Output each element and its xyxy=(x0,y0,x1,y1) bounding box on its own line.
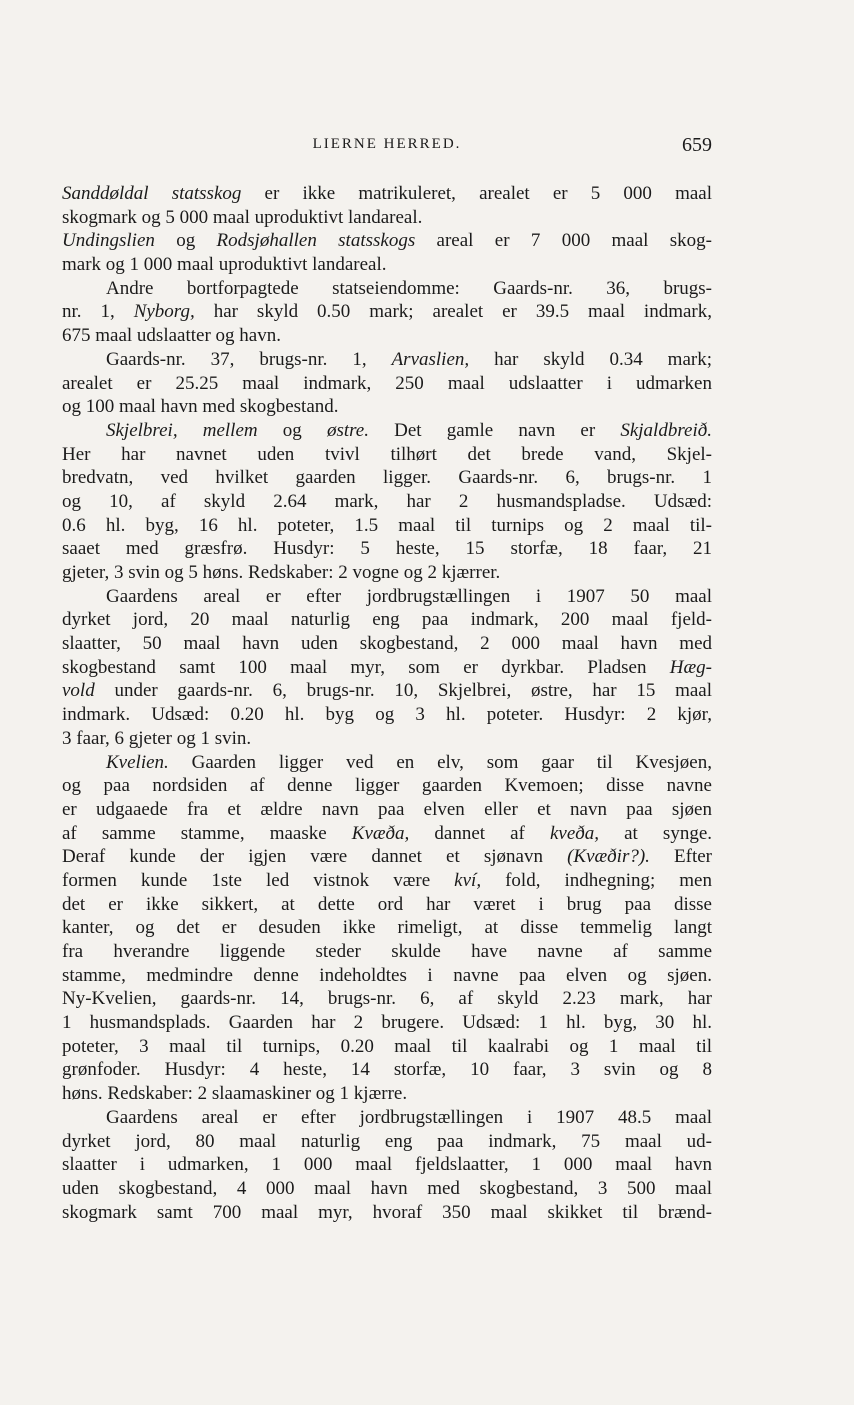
text-run: poteter, 3 maal til turnips, 0.20 maal til kaalrabi og 1 maal til xyxy=(62,1035,712,1057)
text-run: fold, indhegning; men xyxy=(481,869,712,891)
italic-run: Hæg- xyxy=(669,656,712,678)
text-line xyxy=(62,916,712,940)
text-line xyxy=(62,632,712,656)
text-line xyxy=(62,395,712,419)
text-line xyxy=(62,443,712,467)
text-run: og xyxy=(257,419,327,441)
text-run: er ikke matrikuleret, arealet er 5 000 maal xyxy=(241,183,712,204)
text-run: Ny-Kvelien, gaards-nr. 14, brugs-nr. 6, af skyld 2.23 mark, har xyxy=(62,988,712,1010)
text-run: Andre bortforpagtede statseiendomme: Gaards-nr. 36, brugs- xyxy=(106,277,712,299)
text-line xyxy=(62,229,712,253)
text-line xyxy=(62,300,712,324)
text-line xyxy=(62,656,712,680)
text-run: fra hverandre liggende steder skulde have navne af samme xyxy=(62,941,712,962)
text-run: indmark. Udsæd: 0.20 hl. byg og 3 hl. poteter. Husdyr: 2 kjør, xyxy=(62,704,712,726)
text-run: har skyld 0.50 mark; arealet er 39.5 maal indmark, xyxy=(194,301,712,323)
text-run: 1 husmandsplads. Gaarden har 2 brugere. Udsæd: 1 hl. byg, 30 hl. xyxy=(62,1012,712,1034)
text-line xyxy=(62,253,712,277)
text-run: har skyld 0.34 mark; xyxy=(469,348,712,370)
text-run: formen kunde 1ste led vistnok være xyxy=(62,869,455,891)
text-run: Gaards-nr. 37, brugs-nr. 1, xyxy=(106,348,392,370)
italic-run: Sanddøldal statsskog xyxy=(62,183,242,204)
text-line xyxy=(62,372,712,396)
text-run: grønfoder. Husdyr: 4 heste, 14 storfæ, 10 faar, 3 svin og 8 xyxy=(62,1059,712,1081)
text-line xyxy=(62,182,712,206)
text-line xyxy=(62,490,712,514)
text-line xyxy=(62,348,712,372)
text-line xyxy=(62,798,712,822)
text-line xyxy=(62,987,712,1011)
text-line xyxy=(62,537,712,561)
text-line xyxy=(62,1153,712,1177)
text-line xyxy=(62,869,712,893)
text-run: kanter, og det er desuden ikke rimeligt, at disse temmelig langt xyxy=(62,917,712,939)
text-run: og xyxy=(154,230,217,252)
italic-run: Kvelien. xyxy=(106,751,169,773)
text-run: dyrket jord, 80 maal naturlig eng paa indmark, 75 maal ud- xyxy=(62,1130,712,1152)
italic-run: kveða, xyxy=(549,822,600,844)
text-run: det er ikke sikkert, at dette ord har været i brug paa disse xyxy=(62,893,712,915)
italic-run: østre. xyxy=(326,419,369,441)
text-run: skogmark og 5 000 maal uproduktivt landareal. xyxy=(62,206,423,228)
text-run: areal er 7 000 maal skog- xyxy=(415,230,712,252)
running-title: LIERNE HERRED. xyxy=(312,136,462,152)
text-run: af samme stamme, maaske xyxy=(62,822,352,844)
text-line xyxy=(62,585,712,609)
italic-run: (Kvæðir?). xyxy=(567,846,650,868)
text-line xyxy=(62,419,712,443)
text-run: stamme, medmindre denne indeholdtes i navne paa elven og sjøen. xyxy=(62,964,712,986)
text-run: og paa nordsiden af denne ligger gaarden Kvemoen; disse navne xyxy=(62,775,712,797)
text-line xyxy=(62,277,712,301)
text-run: og 100 maal havn med skogbestand. xyxy=(62,396,339,418)
text-run: uden skogbestand, 4 000 maal havn med skogbestand, 3 500 maal xyxy=(62,1177,712,1199)
italic-run: Nyborg, xyxy=(133,301,195,323)
italic-run: vold xyxy=(62,680,95,702)
text-line xyxy=(62,1035,712,1059)
text-run: 3 faar, 6 gjeter og 1 svin. xyxy=(62,727,252,749)
text-line xyxy=(62,1201,712,1225)
text-run: skogbestand samt 100 maal myr, som er dyrkbar. Pladsen xyxy=(62,656,670,678)
italic-run: Undingslien xyxy=(62,230,155,252)
text-line xyxy=(62,751,712,775)
text-line xyxy=(62,608,712,632)
text-run: dyrket jord, 20 maal naturlig eng paa indmark, 200 maal fjeld- xyxy=(62,609,712,631)
text-run: saaet med græsfrø. Husdyr: 5 heste, 15 storfæ, 18 faar, 21 xyxy=(62,538,712,560)
text-run: Deraf kunde der igjen være dannet et sjønavn xyxy=(62,846,568,868)
text-run: Her har navnet uden tvivl tilhørt det brede vand, Skjel- xyxy=(62,443,712,465)
italic-run: kví, xyxy=(454,869,482,891)
text-run: skogmark samt 700 maal myr, hvoraf 350 maal skikket til brænd- xyxy=(62,1201,712,1223)
text-line xyxy=(62,727,712,751)
text-line xyxy=(62,703,712,727)
text-run: arealet er 25.25 maal indmark, 250 maal udslaatter i udmarken xyxy=(62,372,712,394)
text-run: slaatter, 50 maal havn uden skogbestand, 2 000 maal havn med xyxy=(62,633,712,655)
text-run: under gaards-nr. 6, brugs-nr. 10, Skjelbrei, østre, har 15 maal xyxy=(94,680,712,702)
italic-run: Skjelbrei, mellem xyxy=(106,419,258,441)
text-run: Gaarden ligger ved en elv, som gaar til Kvesjøen, xyxy=(168,751,712,773)
text-line xyxy=(62,466,712,490)
text-line xyxy=(62,679,712,703)
text-line xyxy=(62,514,712,538)
text-line xyxy=(62,561,712,585)
body-text xyxy=(62,182,712,1224)
page-header xyxy=(62,136,712,162)
text-line xyxy=(62,324,712,348)
italic-run: Skjaldbreið. xyxy=(620,419,712,441)
italic-run: Kvæða, xyxy=(351,822,410,844)
text-line xyxy=(62,845,712,869)
text-line xyxy=(62,206,712,230)
text-line xyxy=(62,1177,712,1201)
text-run: 675 maal udslaatter og havn. xyxy=(62,325,281,347)
italic-run: Arvaslien, xyxy=(391,348,470,370)
text-line xyxy=(62,774,712,798)
text-run: høns. Redskaber: 2 slaamaskiner og 1 kjærre. xyxy=(62,1083,408,1105)
text-run: dannet af xyxy=(409,822,550,844)
text-line xyxy=(62,1011,712,1035)
text-line xyxy=(62,964,712,988)
text-run: slaatter i udmarken, 1 000 maal fjeldslaatter, 1 000 maal havn xyxy=(62,1154,712,1176)
text-run: Efter xyxy=(649,846,712,868)
text-line xyxy=(62,1082,712,1106)
text-run: nr. 1, xyxy=(62,301,134,323)
text-line xyxy=(62,1058,712,1082)
text-line xyxy=(62,1130,712,1154)
text-line xyxy=(62,822,712,846)
text-run: bredvatn, ved hvilket gaarden ligger. Gaards-nr. 6, brugs-nr. 1 xyxy=(62,467,712,489)
text-run: mark og 1 000 maal uproduktivt landareal. xyxy=(62,254,387,276)
page-number: 659 xyxy=(682,134,712,156)
text-line xyxy=(62,893,712,917)
text-run: og 10, af skyld 2.64 mark, har 2 husmandspladse. Udsæd: xyxy=(62,490,712,512)
text-run: 0.6 hl. byg, 16 hl. poteter, 1.5 maal til turnips og 2 maal til- xyxy=(62,514,712,536)
text-run: Det gamle navn er xyxy=(368,419,621,441)
text-run: Gaardens areal er efter jordbrugstællingen i 1907 48.5 maal xyxy=(106,1106,712,1128)
text-run: Gaardens areal er efter jordbrugstællingen i 1907 50 maal xyxy=(106,585,712,607)
text-line xyxy=(62,940,712,964)
text-run: at synge. xyxy=(599,822,712,844)
text-run: er udgaaede fra et ældre navn paa elven eller et navn paa sjøen xyxy=(62,798,712,820)
text-run: gjeter, 3 svin og 5 høns. Redskaber: 2 vogne og 2 kjærrer. xyxy=(62,562,501,583)
text-line xyxy=(62,1106,712,1130)
italic-run: Rodsjøhallen statsskogs xyxy=(216,230,416,252)
